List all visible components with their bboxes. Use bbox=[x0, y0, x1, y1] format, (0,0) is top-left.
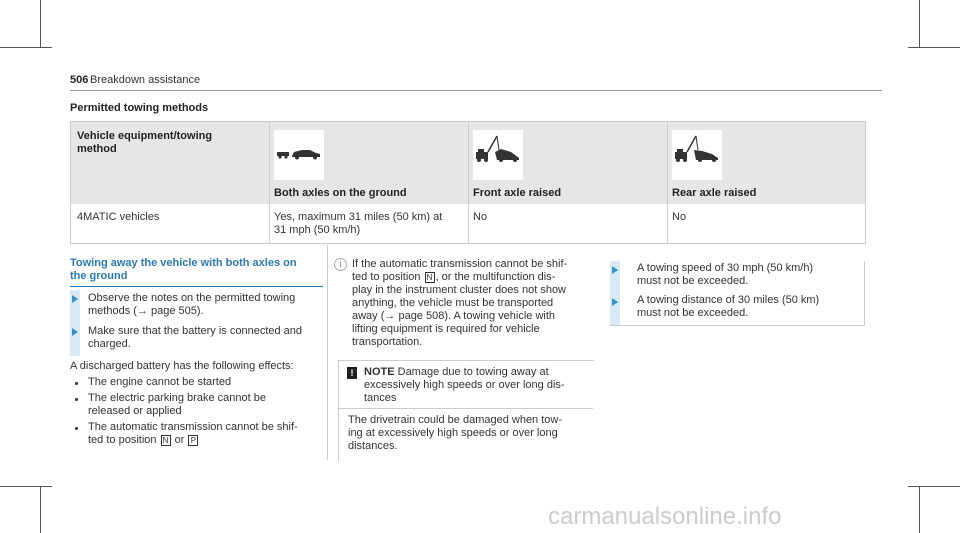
info-icon: i bbox=[334, 258, 347, 271]
step-text-line: must not be exceeded. bbox=[637, 307, 749, 319]
note-body bbox=[348, 414, 562, 453]
info-line: transportation. bbox=[352, 336, 423, 348]
crop-mark bbox=[0, 47, 52, 48]
info-paragraph bbox=[352, 258, 567, 349]
section-title: Permitted towing methods bbox=[70, 102, 209, 114]
bullet-icon bbox=[75, 427, 78, 430]
table-cell bbox=[274, 211, 442, 237]
header-rule bbox=[70, 90, 882, 91]
car-on-ground-icon bbox=[274, 130, 324, 180]
column-divider bbox=[269, 122, 270, 243]
column-divider bbox=[468, 122, 469, 243]
step-text bbox=[88, 325, 302, 351]
tow-truck-front-raised-icon bbox=[473, 130, 523, 180]
running-header: Breakdown assistance bbox=[90, 74, 201, 86]
table-cell: No bbox=[672, 211, 687, 223]
text-span: Damage due to towing away at bbox=[397, 366, 549, 378]
gear-n-icon: N bbox=[161, 435, 171, 446]
note-body-line: ing at excessively high speeds or over long bbox=[348, 427, 558, 439]
note-separator bbox=[338, 408, 593, 409]
step-marker bbox=[70, 323, 80, 356]
info-line: If the automatic transmission cannot be shif- bbox=[352, 258, 568, 270]
note-heading-line: excessively high speeds or over long dis- bbox=[364, 379, 565, 391]
crop-mark bbox=[0, 486, 52, 487]
crop-mark bbox=[919, 486, 920, 533]
bullet-icon bbox=[75, 382, 78, 385]
gear-n-icon: N bbox=[425, 272, 435, 283]
info-line bbox=[352, 271, 567, 284]
bullet-icon bbox=[75, 398, 78, 401]
table-cell-line: Yes, maximum 31 miles (50 km) at bbox=[274, 211, 443, 223]
gear-p-icon: P bbox=[188, 435, 198, 446]
column-header: Rear axle raised bbox=[672, 187, 757, 199]
crop-mark bbox=[919, 0, 920, 47]
column-header: Front axle raised bbox=[473, 187, 562, 199]
list-item bbox=[88, 392, 266, 418]
step-text-line: must not be exceeded. bbox=[637, 275, 749, 287]
subsection-title-line: the ground bbox=[70, 270, 128, 282]
step-arrow-icon bbox=[72, 295, 78, 303]
step-text-line: A towing speed of 30 mph (50 km/h) bbox=[637, 262, 814, 274]
crop-mark bbox=[908, 47, 960, 48]
watermark: carmanualsonline.info bbox=[548, 503, 782, 530]
table-header-label-line: Vehicle equipment/towing bbox=[77, 130, 213, 142]
note-body-line: The drivetrain could be damaged when tow- bbox=[348, 414, 563, 426]
info-line: away (→ page 508). A towing vehicle with bbox=[352, 310, 556, 322]
table-header-label bbox=[77, 130, 247, 156]
step-text bbox=[88, 292, 295, 318]
table-cell: 4MATIC vehicles bbox=[77, 211, 160, 223]
table-header-label-line: method bbox=[77, 143, 117, 155]
list-item-line: The electric parking brake cannot be bbox=[88, 392, 266, 404]
info-line: lifting equipment is required for vehicle bbox=[352, 323, 540, 335]
list-item-line: The automatic transmission cannot be shif- bbox=[88, 421, 298, 433]
tow-truck-rear-raised-icon bbox=[672, 130, 722, 180]
step-text-line: charged. bbox=[88, 338, 131, 350]
crop-mark bbox=[40, 0, 41, 47]
note-heading bbox=[364, 366, 565, 405]
step-arrow-icon bbox=[612, 298, 618, 306]
table-cell-line: 31 mph (50 km/h) bbox=[274, 224, 361, 236]
info-line: anything, the vehicle must be transported bbox=[352, 297, 554, 309]
step-marker bbox=[70, 290, 80, 323]
column-divider bbox=[327, 245, 328, 460]
step-marker bbox=[610, 293, 620, 325]
note-heading-line: tances bbox=[364, 392, 397, 404]
crop-mark bbox=[40, 486, 41, 533]
table-cell: No bbox=[473, 211, 488, 223]
towing-methods-table bbox=[70, 121, 866, 244]
page-number: 506 bbox=[70, 74, 89, 86]
step-text bbox=[637, 294, 819, 320]
subsection-title bbox=[70, 257, 297, 283]
note-label: NOTE bbox=[364, 366, 395, 378]
list-item-line bbox=[88, 434, 298, 447]
crop-mark bbox=[908, 486, 960, 487]
text-span: ted to position bbox=[352, 271, 421, 283]
list-item: The engine cannot be started bbox=[88, 376, 232, 388]
info-line: play in the instrument cluster does not show bbox=[352, 284, 567, 296]
step-arrow-icon bbox=[612, 266, 618, 274]
column-header: Both axles on the ground bbox=[274, 187, 407, 199]
subsection-title-line: Towing away the vehicle with both axles on bbox=[70, 257, 297, 269]
step-text-line: Make sure that the battery is connected and bbox=[88, 325, 303, 337]
list-item-line: released or applied bbox=[88, 405, 182, 417]
warning-icon: ! bbox=[347, 367, 357, 379]
list-item bbox=[88, 421, 298, 447]
note-body-line: distances. bbox=[348, 440, 398, 452]
note-heading-line bbox=[364, 366, 565, 379]
step-text-line: methods (→ page 505). bbox=[88, 305, 204, 317]
subsection-rule bbox=[70, 286, 323, 287]
paragraph: A discharged battery has the following effects: bbox=[70, 360, 294, 372]
step-text-line: Observe the notes on the permitted towing bbox=[88, 292, 296, 304]
step-arrow-icon bbox=[72, 328, 78, 336]
text-span: , or the multifunction dis- bbox=[435, 271, 556, 283]
column-divider bbox=[667, 122, 668, 243]
text-span: or bbox=[174, 434, 185, 446]
text-span: ted to position bbox=[88, 434, 157, 446]
step-marker bbox=[610, 261, 620, 293]
step-text-line: A towing distance of 30 miles (50 km) bbox=[637, 294, 820, 306]
step-text bbox=[637, 262, 813, 288]
